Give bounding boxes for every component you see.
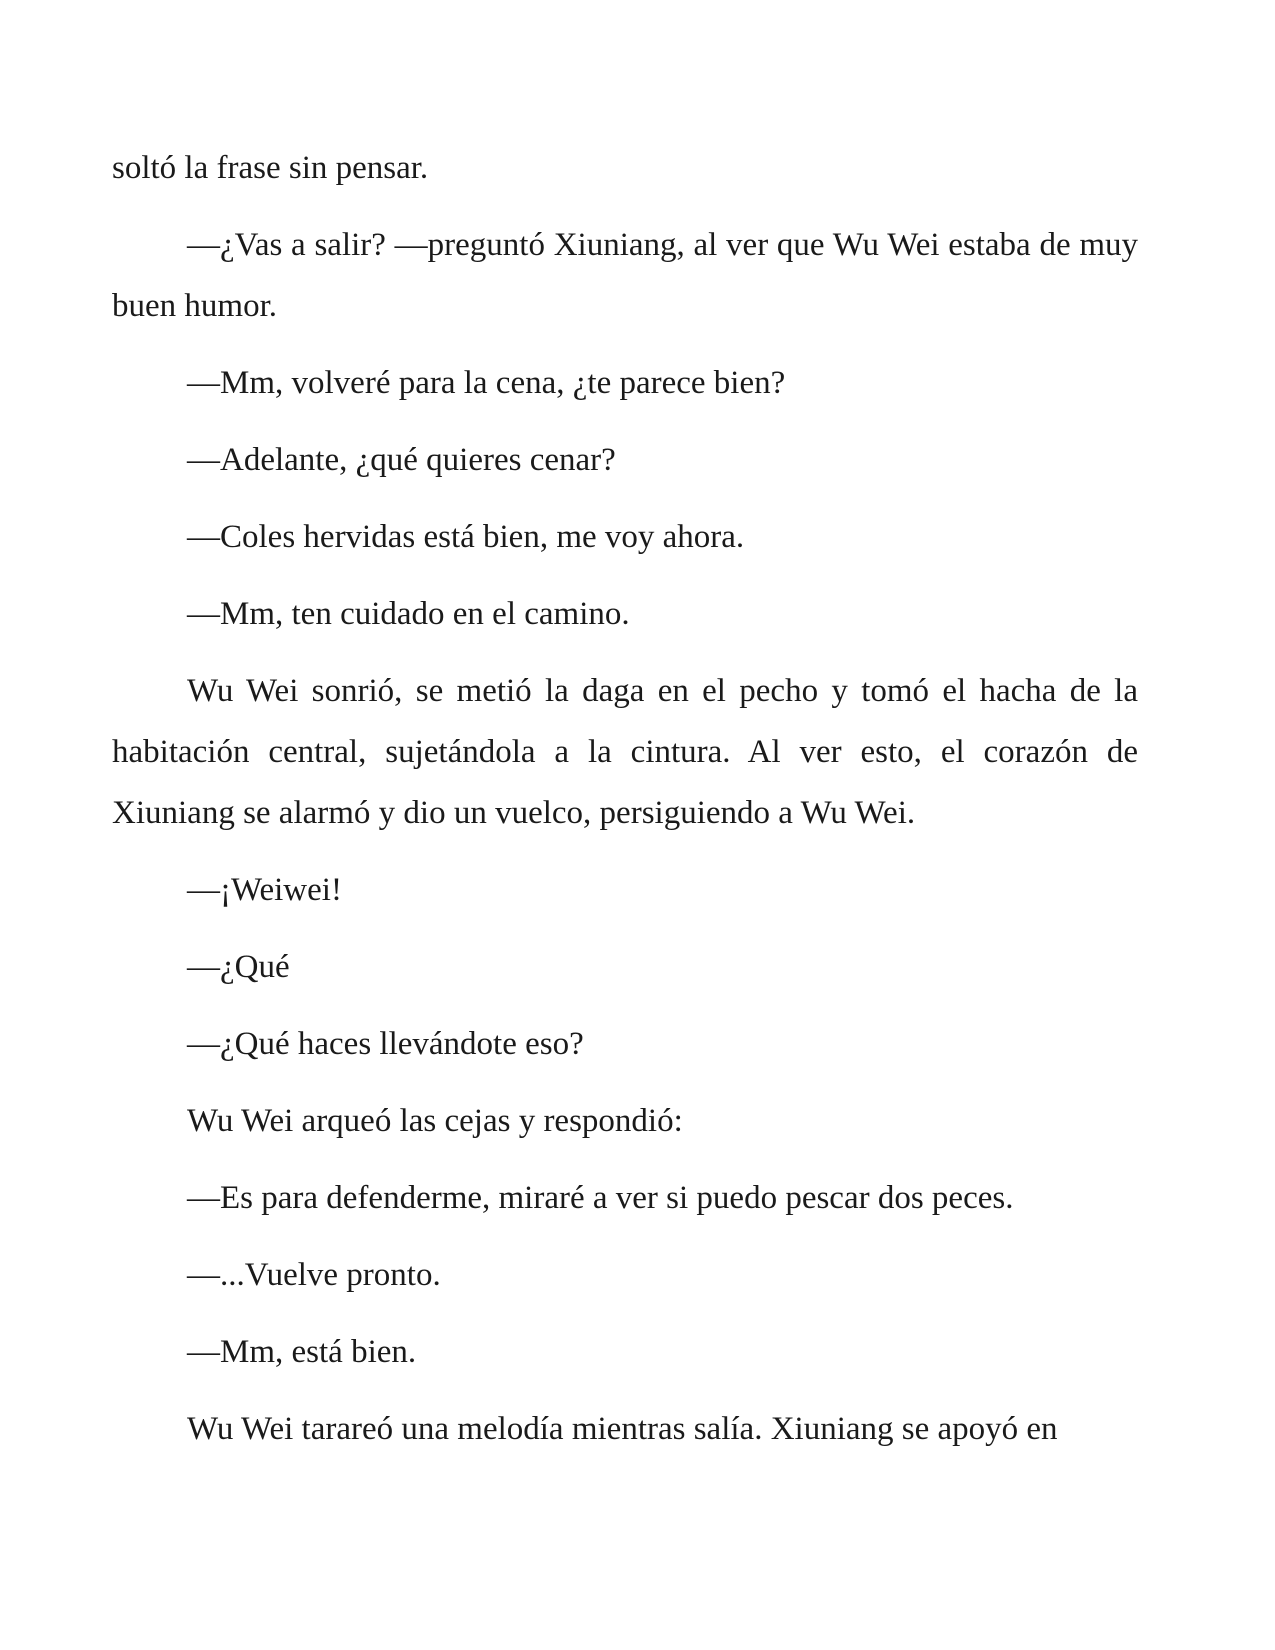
- paragraph-4: —Adelante, ¿qué quieres cenar?: [187, 442, 616, 478]
- paragraph-12: —Es para defenderme, miraré a ver si puedo pescar dos peces.: [187, 1180, 1014, 1216]
- paragraph-3: —Mm, volveré para la cena, ¿te parece bien?: [187, 365, 786, 401]
- paragraph-11: Wu Wei arqueó las cejas y respondió:: [187, 1103, 683, 1139]
- paragraph-5: —Coles hervidas está bien, me voy ahora.: [187, 519, 745, 555]
- paragraph-14: —Mm, está bien.: [187, 1334, 417, 1370]
- paragraph-8: —¡Weiwei!: [187, 872, 342, 908]
- paragraph-10: —¿Qué haces llevándote eso?: [187, 1026, 584, 1062]
- paragraph-15: Wu Wei tarareó una melodía mientras salía. Xiuniang se apoyó en: [187, 1411, 1058, 1447]
- paragraph-6: —Mm, ten cuidado en el camino.: [187, 596, 630, 632]
- paragraph-2: —¿Vas a salir? —preguntó Xiuniang, al ver que Wu Wei estaba de muy buen humor.: [112, 227, 1138, 324]
- document-page: [112, 138, 1138, 1460]
- paragraph-1: soltó la frase sin pensar.: [112, 150, 429, 186]
- paragraph-13: —...Vuelve pronto.: [187, 1257, 441, 1293]
- paragraph-7: Wu Wei sonrió, se metió la daga en el pecho y tomó el hacha de la habitación central, sujetándola a la cintura. Al ver esto, el corazón de Xiuniang se alarmó y dio un vuelco, persiguiendo a Wu Wei.: [112, 673, 1138, 831]
- paragraph-9: —¿Qué: [187, 949, 290, 985]
